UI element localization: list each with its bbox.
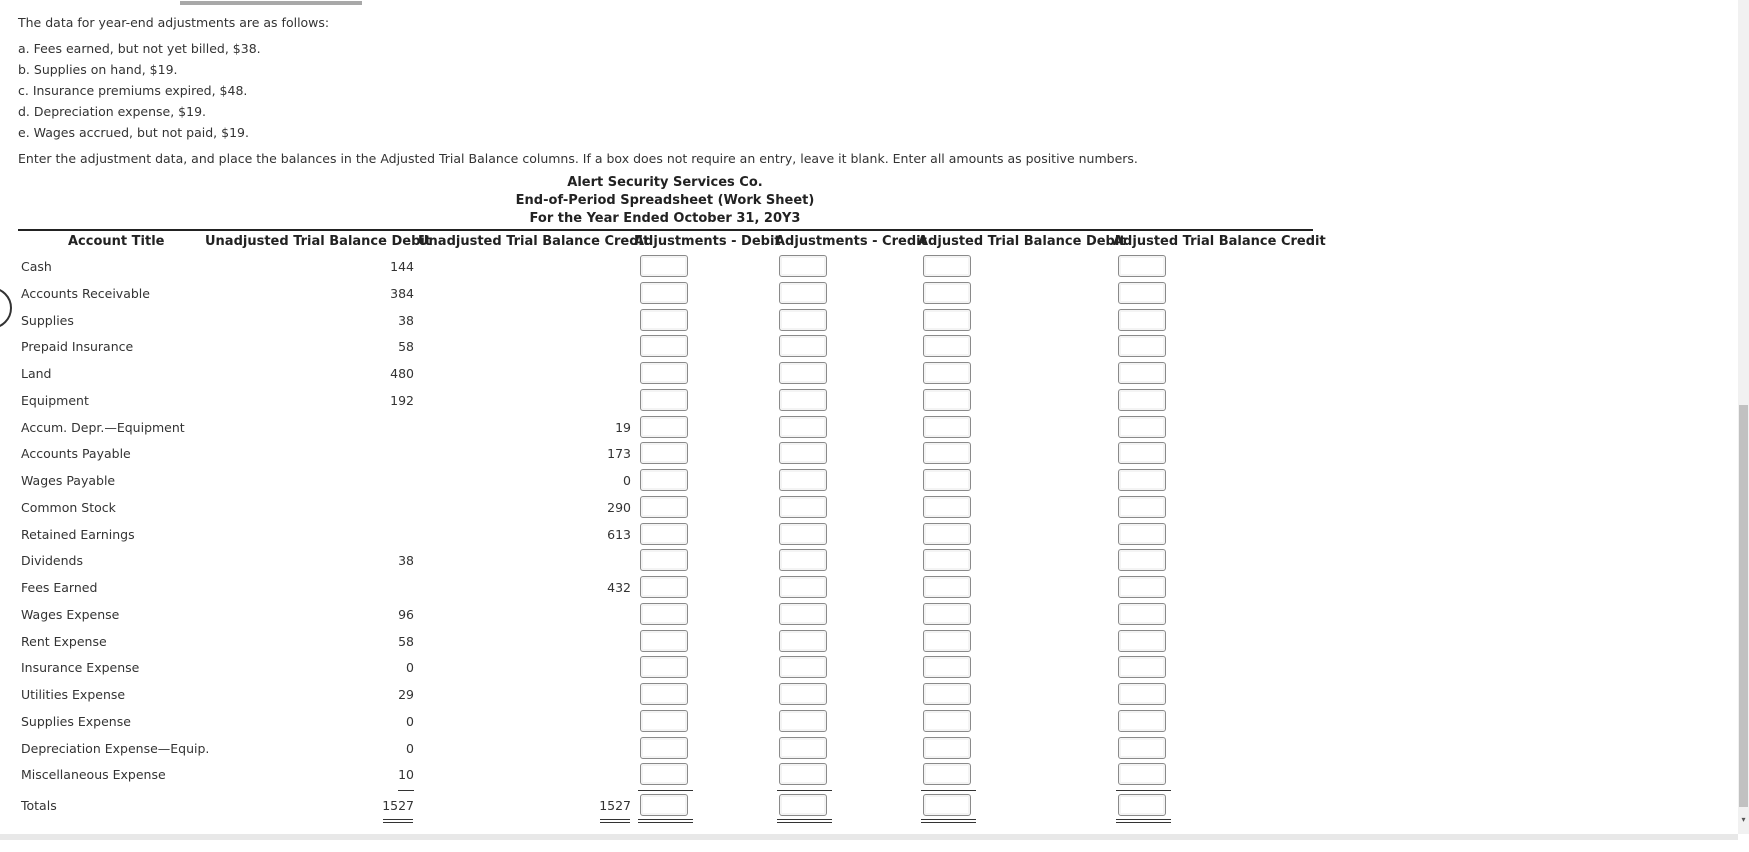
unadjusted-credit: 432 (607, 580, 631, 595)
adjusted-credit-input[interactable] (1118, 576, 1166, 598)
table-row (0, 254, 1320, 280)
unadjusted-credit: 290 (607, 499, 631, 515)
table-row (0, 709, 1320, 735)
adjustments-debit-input[interactable] (640, 309, 688, 331)
account-title: Accounts Payable (21, 446, 131, 462)
table-row (0, 334, 1320, 360)
table-row (0, 441, 1320, 467)
adjusted-credit-input[interactable] (1118, 309, 1166, 331)
account-title: Wages Payable (21, 473, 116, 488)
col-account-title: Account Title (68, 234, 165, 249)
debit-double-rule (383, 819, 413, 823)
adjusted-debit-input[interactable] (923, 656, 971, 678)
adjusted-credit-input[interactable] (1118, 389, 1166, 411)
adjustment-item: d. Depreciation expense, $19. (18, 104, 207, 119)
credit-double-rule (600, 819, 630, 823)
account-title: Miscellaneous Expense (21, 767, 166, 783)
adjustment-item: b. Supplies on hand, $19. (18, 62, 178, 77)
adjustment-item: c. Insurance premiums expired, $48. (18, 83, 248, 98)
adjusted-debit-input[interactable] (923, 576, 971, 598)
unadjusted-debit: 480 (390, 366, 414, 381)
adjustments-credit-input[interactable] (779, 549, 827, 571)
unadjusted-debit: 192 (390, 392, 414, 408)
adj-debit-double-rule (638, 819, 693, 823)
adjusted-debit-input[interactable] (923, 523, 971, 545)
unadjusted-credit: 1527 (599, 798, 631, 813)
unadjusted-credit: 613 (607, 526, 631, 542)
adjustments-debit-input[interactable] (640, 549, 688, 571)
adjustments-credit-input[interactable] (779, 737, 827, 759)
adjustments-credit-input[interactable] (779, 763, 827, 785)
account-title: Fees Earned (21, 580, 98, 595)
unadjusted-debit: 38 (398, 553, 414, 569)
adjusted-debit-input[interactable] (923, 496, 971, 518)
account-title: Prepaid Insurance (21, 339, 134, 355)
account-title: Insurance Expense (21, 660, 140, 676)
adjusted-debit-input[interactable] (923, 255, 971, 277)
adjustments-credit-input[interactable] (779, 603, 827, 625)
adjusted-credit-input[interactable] (1118, 496, 1166, 518)
unadjusted-debit: 58 (398, 633, 414, 649)
adjusted-debit-input[interactable] (923, 549, 971, 571)
adjusted-debit-input[interactable] (923, 763, 971, 785)
intro-lead: The data for year-end adjustments are as follows: (18, 15, 330, 30)
adjustments-credit-input[interactable] (779, 389, 827, 411)
adjusted-debit-input[interactable] (923, 335, 971, 357)
account-title: Common Stock (21, 499, 116, 515)
table-row (0, 522, 1320, 548)
unadjusted-credit: 19 (615, 419, 631, 435)
adjustments-debit-input[interactable] (640, 656, 688, 678)
adjusted-credit-input[interactable] (1118, 362, 1166, 384)
account-title: Dividends (21, 553, 83, 569)
adjusted-debit-input[interactable] (923, 309, 971, 331)
adjustment-item: a. Fees earned, but not yet billed, $38. (18, 41, 261, 56)
adjustment-list (18, 38, 1138, 143)
col-adj-credit: Adjustments - Credit (775, 234, 927, 249)
adjustments-credit-input[interactable] (779, 630, 827, 652)
horizontal-scrollbar[interactable] (0, 834, 1738, 840)
company-name: Alert Security Services Co. (567, 175, 763, 190)
adjustments-credit-input[interactable] (779, 442, 827, 464)
totals-row (0, 793, 1320, 819)
adjustments-debit-input[interactable] (640, 794, 688, 816)
adjusted-debit-input[interactable] (923, 362, 971, 384)
account-title: Accounts Receivable (21, 285, 150, 301)
unadjusted-debit: 144 (390, 259, 414, 274)
adjustments-debit-input[interactable] (640, 710, 688, 732)
account-title: Supplies Expense (21, 713, 131, 729)
adjusted-credit-input[interactable] (1118, 710, 1166, 732)
table-row (0, 655, 1320, 681)
unadjusted-debit: 0 (406, 713, 414, 729)
adjustments-debit-input[interactable] (640, 442, 688, 464)
adjustments-debit-input[interactable] (640, 416, 688, 438)
adjustments-credit-input[interactable] (779, 656, 827, 678)
unadjusted-debit: 29 (398, 687, 414, 702)
adjustments-credit-input[interactable] (779, 416, 827, 438)
adjustments-debit-input[interactable] (640, 389, 688, 411)
table-row (0, 468, 1320, 494)
account-title: Depreciation Expense—Equip. (21, 740, 210, 756)
table-row (0, 308, 1320, 334)
adjusted-debit-input[interactable] (923, 630, 971, 652)
table-row (0, 736, 1320, 762)
atb-debit-double-rule (921, 819, 976, 823)
adjustments-debit-input[interactable] (640, 737, 688, 759)
unadjusted-debit: 38 (398, 312, 414, 328)
adjustments-credit-input[interactable] (779, 576, 827, 598)
col-unadj-debit: Unadjusted Trial Balance Debit (205, 234, 432, 249)
atb-credit-double-rule (1116, 819, 1171, 823)
adjusted-credit-input[interactable] (1118, 523, 1166, 545)
adjustments-debit-input[interactable] (640, 683, 688, 705)
account-title: Accum. Depr.—Equipment (21, 419, 185, 435)
account-title: Cash (21, 259, 52, 274)
atb-debit-single-rule (921, 790, 976, 791)
unadjusted-debit: 1527 (382, 798, 414, 813)
table-row (0, 281, 1320, 307)
adjustments-credit-input[interactable] (779, 794, 827, 816)
adjustments-debit-input[interactable] (640, 763, 688, 785)
adj-credit-single-rule (777, 790, 832, 791)
adjusted-credit-input[interactable] (1118, 656, 1166, 678)
header-rule (18, 229, 1313, 231)
adjusted-debit-input[interactable] (923, 389, 971, 411)
unadjusted-debit: 384 (390, 285, 414, 301)
adjustments-credit-input[interactable] (779, 683, 827, 705)
adjustment-item: e. Wages accrued, but not paid, $19. (18, 125, 249, 140)
adjustments-debit-input[interactable] (640, 469, 688, 491)
account-title: Utilities Expense (21, 687, 126, 702)
adjusted-debit-input[interactable] (923, 737, 971, 759)
col-adj-debit: Adjustments - Debit (634, 234, 781, 249)
table-row (0, 548, 1320, 574)
adj-debit-single-rule (638, 790, 693, 791)
debit-single-rule (398, 790, 414, 791)
adjustments-credit-input[interactable] (779, 335, 827, 357)
unadjusted-credit: 173 (607, 446, 631, 462)
table-row (0, 602, 1320, 628)
adjustments-debit-input[interactable] (640, 496, 688, 518)
atb-credit-single-rule (1116, 790, 1171, 791)
adjusted-credit-input[interactable] (1118, 549, 1166, 571)
unadjusted-debit: 96 (398, 606, 414, 622)
account-title: Retained Earnings (21, 526, 135, 542)
col-atb-debit: Adjusted Trial Balance Debit (918, 234, 1126, 249)
account-title: Totals (21, 798, 57, 813)
account-title: Rent Expense (21, 633, 107, 649)
adjusted-debit-input[interactable] (923, 282, 971, 304)
adjustments-debit-input[interactable] (640, 603, 688, 625)
table-row (0, 575, 1320, 601)
account-title: Supplies (21, 312, 74, 328)
adjustments-credit-input[interactable] (779, 469, 827, 491)
problem-intro (18, 12, 1138, 169)
adjusted-credit-input[interactable] (1118, 683, 1166, 705)
adjusted-credit-input[interactable] (1118, 416, 1166, 438)
adjusted-credit-input[interactable] (1118, 469, 1166, 491)
col-atb-credit: Adjusted Trial Balance Credit (1113, 234, 1326, 249)
table-row (0, 415, 1320, 441)
table-row (0, 361, 1320, 387)
adjusted-credit-input[interactable] (1118, 630, 1166, 652)
adjustments-credit-input[interactable] (779, 255, 827, 277)
adjusted-credit-input[interactable] (1118, 282, 1166, 304)
adjustments-credit-input[interactable] (779, 710, 827, 732)
unadjusted-credit: 0 (623, 473, 631, 488)
adj-credit-double-rule (777, 819, 832, 823)
col-unadj-credit: Unadjusted Trial Balance Credit (418, 234, 650, 249)
adjusted-credit-input[interactable] (1118, 737, 1166, 759)
table-row (0, 682, 1320, 708)
adjusted-debit-input[interactable] (923, 794, 971, 816)
adjustments-debit-input[interactable] (640, 362, 688, 384)
scroll-down-icon[interactable]: ▾ (1741, 815, 1746, 824)
adjusted-credit-input[interactable] (1118, 794, 1166, 816)
adjusted-credit-input[interactable] (1118, 255, 1166, 277)
top-scroll-indicator (180, 1, 362, 5)
scrollbar-thumb[interactable] (1739, 405, 1748, 807)
adjustments-debit-input[interactable] (640, 576, 688, 598)
table-row (0, 629, 1320, 655)
adjustments-debit-input[interactable] (640, 523, 688, 545)
adjusted-credit-input[interactable] (1118, 442, 1166, 464)
adjustments-debit-input[interactable] (640, 335, 688, 357)
adjusted-credit-input[interactable] (1118, 603, 1166, 625)
unadjusted-debit: 0 (406, 660, 414, 676)
adjusted-debit-input[interactable] (923, 710, 971, 732)
table-row (0, 388, 1320, 414)
table-row (0, 495, 1320, 521)
unadjusted-debit: 58 (398, 339, 414, 355)
table-row (0, 762, 1320, 788)
instructions: Enter the adjustment data, and place the balances in the Adjusted Trial Balance columns. If a box does not require an entry, leave it blank. Enter all amounts as positive numbers. (18, 151, 1138, 166)
adjustments-debit-input[interactable] (640, 630, 688, 652)
unadjusted-debit: 0 (406, 740, 414, 756)
adjusted-debit-input[interactable] (923, 683, 971, 705)
adjusted-debit-input[interactable] (923, 469, 971, 491)
adjusted-debit-input[interactable] (923, 603, 971, 625)
unadjusted-debit: 10 (398, 767, 414, 783)
account-title: Wages Expense (21, 606, 120, 622)
adjustments-credit-input[interactable] (779, 523, 827, 545)
adjusted-credit-input[interactable] (1118, 763, 1166, 785)
adjustments-credit-input[interactable] (779, 496, 827, 518)
adjusted-credit-input[interactable] (1118, 335, 1166, 357)
worksheet-title: End-of-Period Spreadsheet (Work Sheet) (515, 193, 815, 208)
adjusted-debit-input[interactable] (923, 442, 971, 464)
adjustments-credit-input[interactable] (779, 282, 827, 304)
worksheet-period: For the Year Ended October 31, 20Y3 (529, 211, 801, 226)
adjustments-debit-input[interactable] (640, 255, 688, 277)
adjustments-credit-input[interactable] (779, 309, 827, 331)
adjusted-debit-input[interactable] (923, 416, 971, 438)
adjustments-credit-input[interactable] (779, 362, 827, 384)
account-title: Land (21, 366, 52, 381)
account-title: Equipment (21, 392, 89, 408)
adjustments-debit-input[interactable] (640, 282, 688, 304)
